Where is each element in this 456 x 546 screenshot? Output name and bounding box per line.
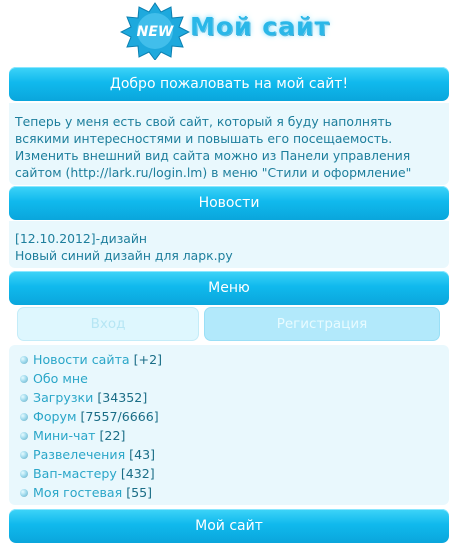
menu-item-label[interactable]: Форум	[33, 409, 77, 424]
register-button[interactable]: Регистрация	[204, 307, 440, 341]
badge-text: NEW	[136, 24, 174, 40]
bullet-icon	[20, 451, 28, 459]
menu-item-downloads[interactable]	[20, 388, 449, 407]
menu-item-label[interactable]: Развелечения	[33, 447, 126, 462]
welcome-line: Изменить внешний вид сайта можно из Панели управления	[15, 148, 411, 163]
news-text: Новый синий дизайн для ларк.ру	[15, 248, 233, 263]
menu-item-news[interactable]	[20, 350, 449, 369]
welcome-line: сайтом (http://lark.ru/login.lm) в меню "Стили и оформление"	[15, 165, 412, 180]
new-badge-icon	[120, 2, 190, 60]
menu-list	[9, 345, 449, 505]
menu-item-count: [7557/6666]	[80, 409, 159, 424]
menu-item-minichat[interactable]	[20, 426, 449, 445]
menu-item-entertainment[interactable]	[20, 445, 449, 464]
site-title: Мой сайт	[190, 12, 330, 41]
menu-item-label[interactable]: Новости сайта	[33, 352, 130, 367]
menu-item-guestbook[interactable]	[20, 483, 449, 502]
menu-item-label[interactable]: Обо мне	[33, 371, 88, 386]
menu-header: Меню	[9, 271, 449, 305]
bullet-icon	[20, 489, 28, 497]
menu-item-label[interactable]: Загрузки	[33, 390, 94, 405]
menu-item-label[interactable]: Вап-мастеру	[33, 466, 117, 481]
menu-item-label[interactable]: Моя гостевая	[33, 485, 123, 500]
bullet-icon	[20, 432, 28, 440]
bullet-icon	[20, 470, 28, 478]
menu-item-webmaster[interactable]	[20, 464, 449, 483]
menu-item-count: [34352]	[97, 390, 148, 405]
menu-item-count: [22]	[99, 428, 126, 443]
menu-item-count: [+2]	[133, 352, 163, 367]
news-header[interactable]: Новости	[9, 186, 449, 220]
welcome-line: Теперь у меня есть свой сайт, который я буду наполнять	[15, 114, 392, 129]
welcome-text	[9, 103, 449, 185]
menu-item-count: [55]	[126, 485, 153, 500]
bullet-icon	[20, 375, 28, 383]
site-logo[interactable]	[120, 0, 340, 62]
menu-item-about[interactable]	[20, 369, 449, 388]
login-button[interactable]: Вход	[17, 307, 199, 341]
bullet-icon	[20, 356, 28, 364]
welcome-header: Добро пожаловать на мой сайт!	[9, 67, 449, 101]
news-block	[9, 221, 449, 268]
menu-item-count: [432]	[120, 466, 155, 481]
menu-item-forum[interactable]	[20, 407, 449, 426]
menu-item-count: [43]	[129, 447, 156, 462]
news-date: [12.10.2012]-дизайн	[15, 231, 148, 246]
menu-item-label[interactable]: Мини-чат	[33, 428, 96, 443]
bullet-icon	[20, 394, 28, 402]
welcome-line: всякими интересностями и повышать его посещаемость.	[15, 131, 393, 146]
footer-bar[interactable]: Мой сайт	[9, 509, 449, 543]
bullet-icon	[20, 413, 28, 421]
